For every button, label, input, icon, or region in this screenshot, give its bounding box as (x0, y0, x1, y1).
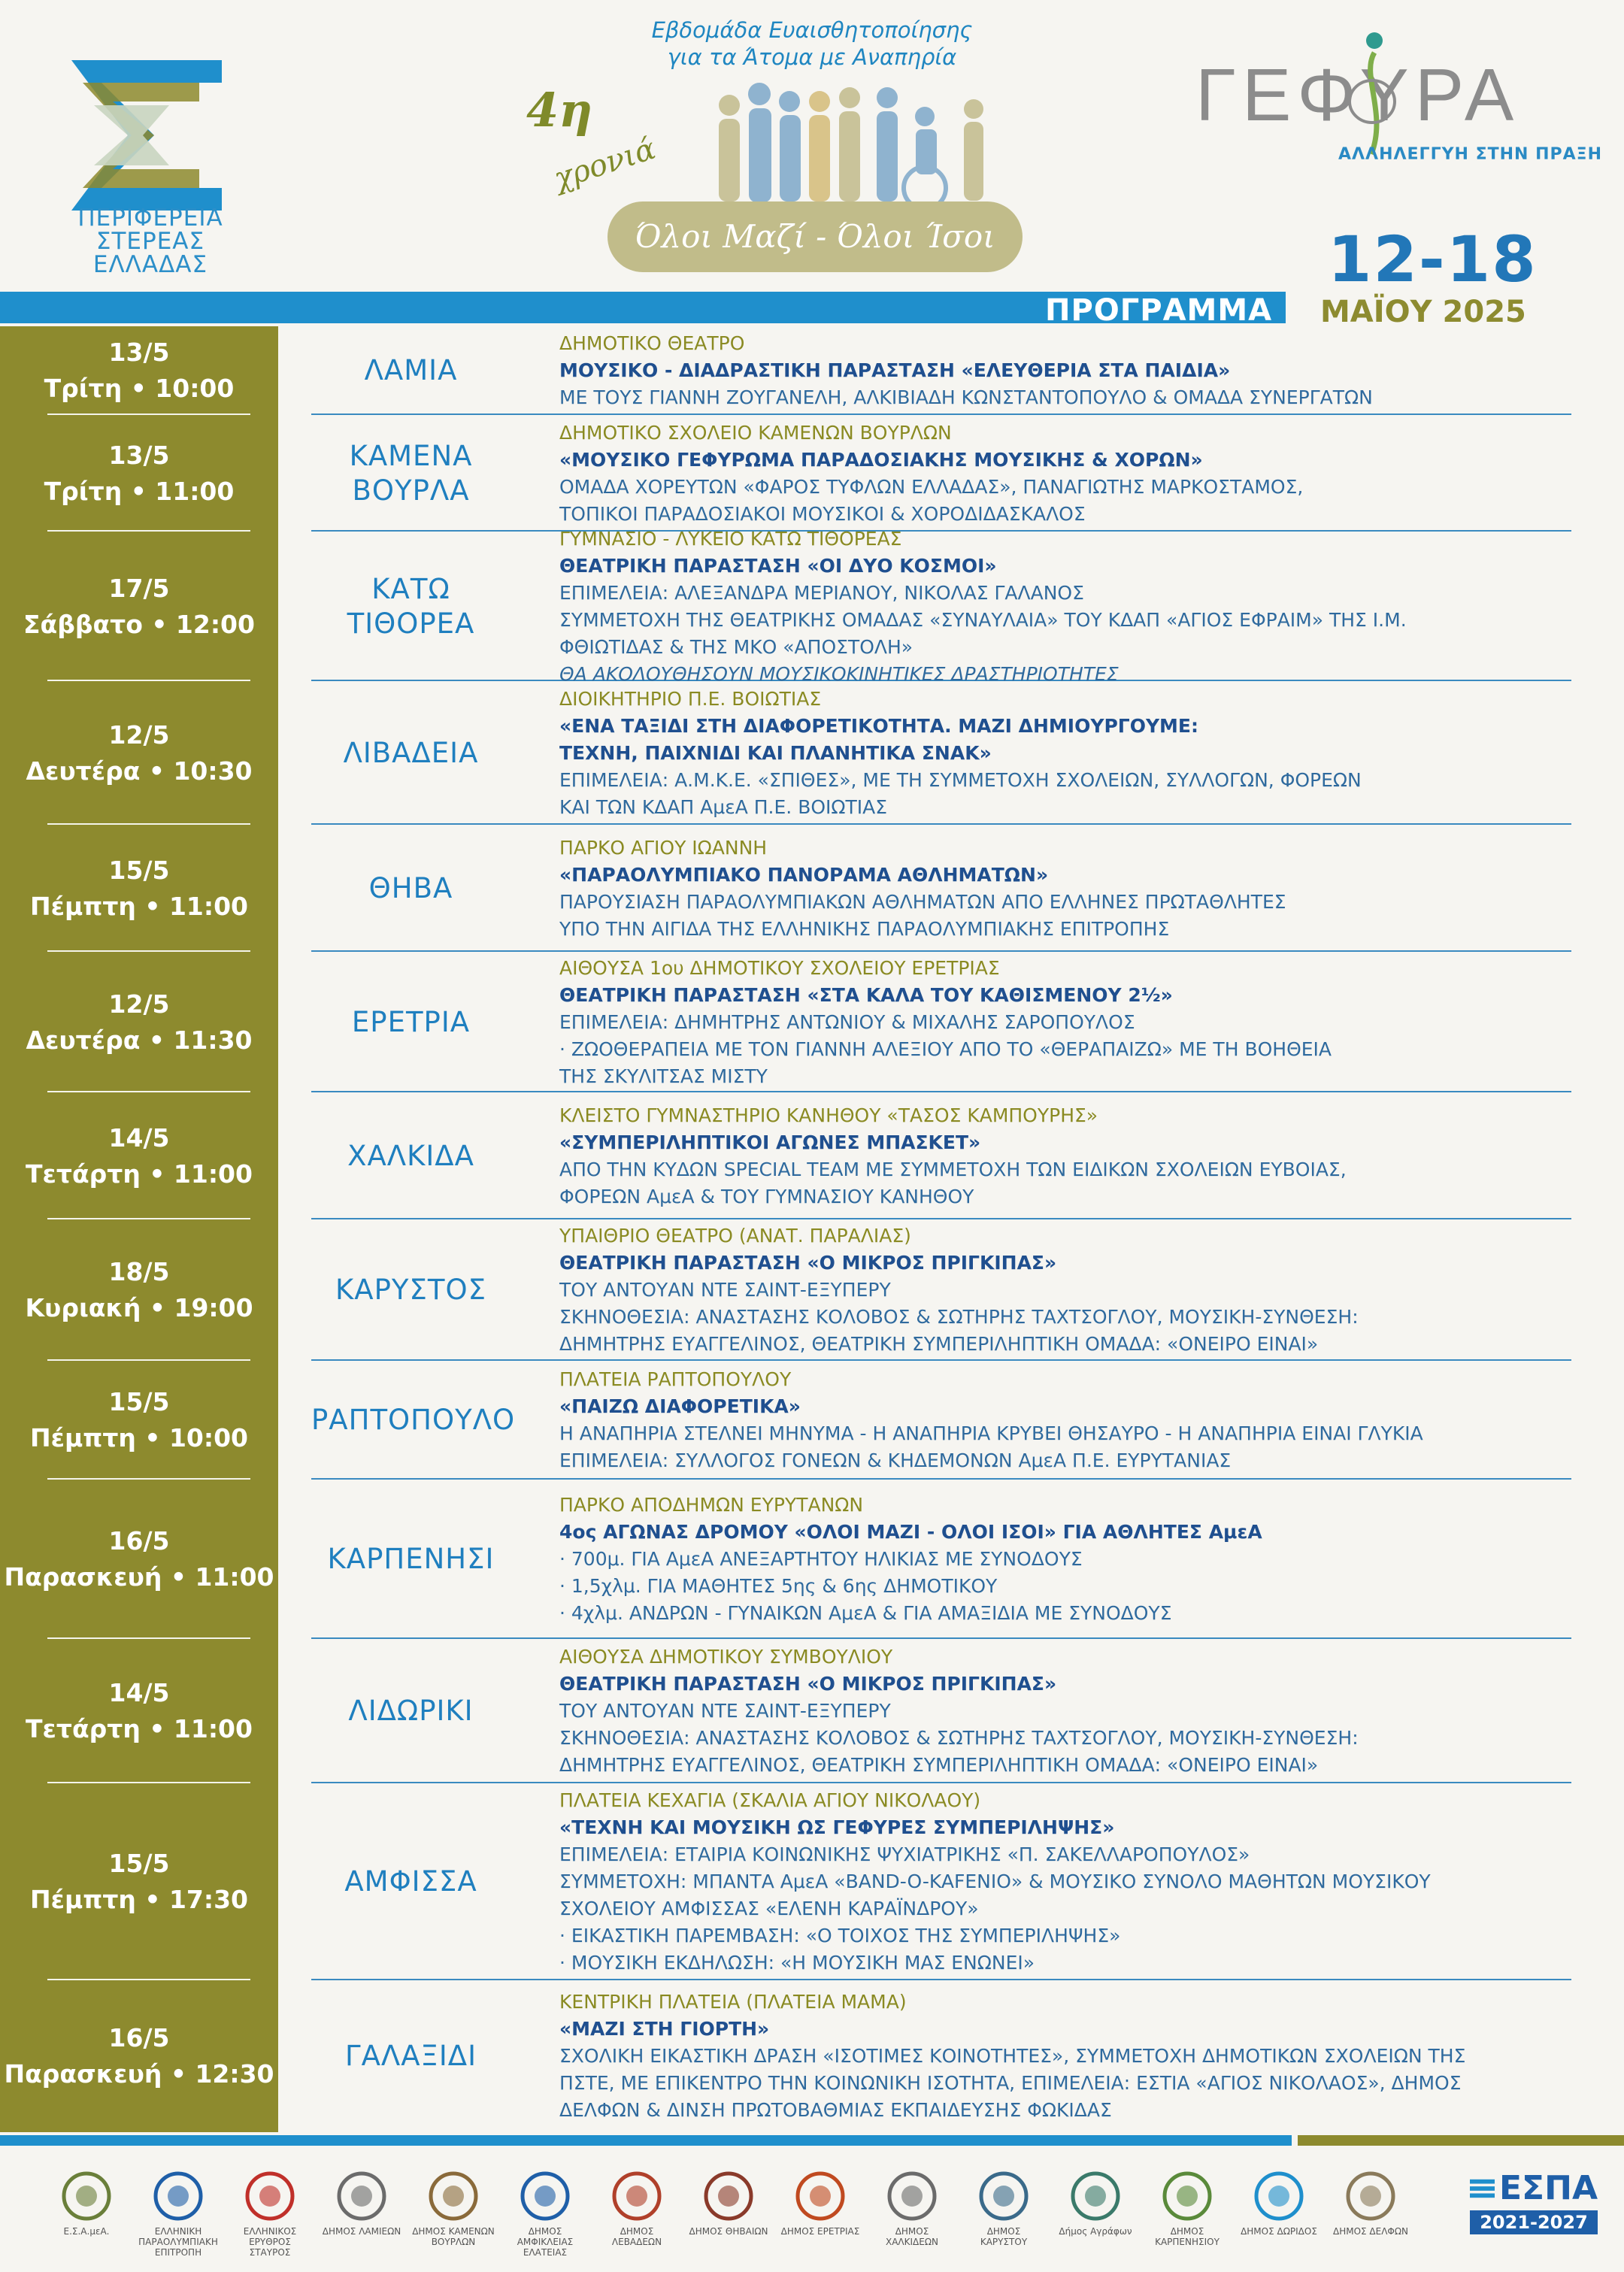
sponsor-name: ΔΗΜΟΣ ΘΗΒΑΙΩΝ (689, 2226, 768, 2237)
event-city-line: ΒΟΥΡΛΑ (352, 474, 470, 507)
event-title-line-2: για τα Άτομα με Αναπηρία (667, 44, 957, 70)
date-sidebar (0, 326, 278, 2132)
date-separator (47, 950, 250, 952)
sponsor-logo (1054, 2169, 1137, 2237)
event-date-weekday-time: Παρασκευή • 12:30 (4, 2059, 274, 2089)
event-city (311, 1694, 511, 1728)
event-date-day: 16/5 (108, 1526, 170, 1556)
sponsor-emblem-icon (151, 2169, 205, 2223)
event-detail-line: · ΜΟΥΣΙΚΗ ΕΚΔΗΛΩΣΗ: «Η ΜΟΥΣΙΚΗ ΜΑΣ ΕΝΩΝΕΙ» (559, 1952, 1035, 1974)
event-detail-line: Η ΑΝΑΠΗΡΙΑ ΣΤΕΛΝΕΙ ΜΗΝΥΜΑ - Η ΑΝΑΠΗΡΙΑ ΚΡΥΒΕΙ ΘΗΣΑΥΡΟ - Η ΑΝΑΠΗΡΙΑ ΕΙΝΑΙ ΓΛΥΚΙΑ (559, 1422, 1423, 1444)
sponsor-emblem-icon (1068, 2169, 1123, 2223)
row-separator (311, 950, 1571, 952)
event-detail-line: ΑΠΟ ΤΗΝ ΚΥΔΩΝ SPECIAL TEAM ΜΕ ΣΥΜΜΕΤΟΧΗ ΤΩΝ ΕΙΔΙΚΩΝ ΣΧΟΛΕΙΩΝ ΕΥΒΟΙΑΣ, (559, 1158, 1347, 1180)
sponsor-emblem-icon (885, 2169, 939, 2223)
sponsor-name: ΔΗΜΟΣ ΑΜΦΙΚΛΕΙΑΣ ΕΛΑΤΕΙΑΣ (517, 2226, 574, 2258)
event-date-day: 15/5 (108, 855, 170, 885)
event-detail-line: ΟΜΑΔΑ ΧΟΡΕΥΤΩΝ «ΦΑΡΟΣ ΤΥΦΛΩΝ ΕΛΛΑΔΑΣ», ΠΑΝΑΓΙΩΤΗΣ ΜΑΡΚΟΣΤΑΜΟΣ, (559, 475, 1304, 498)
sponsor-logo (412, 2169, 495, 2247)
event-city-line: ΚΑΡΥΣΤΟΣ (335, 1274, 486, 1306)
event-detail-line: ΕΠΙΜΕΛΕΙΑ: ΣΥΛΛΟΓΟΣ ΓΟΝΕΩΝ & ΚΗΔΕΜΟΝΩΝ ΑμεΑ Π.Ε. ΕΥΡΥΤΑΝΙΑΣ (559, 1450, 1232, 1471)
event-detail-line: ΦΟΡΕΩΝ ΑμεΑ & ΤΟΥ ΓΥΜΝΑΣΙΟΥ ΚΑΝΗΘΟΥ (559, 1185, 974, 1207)
espa-text: ΕΣΠΑ (1499, 2169, 1598, 2207)
sponsor-emblem-icon (426, 2169, 480, 2223)
row-separator (311, 1359, 1571, 1361)
event-date-weekday-time: Τετάρτη • 11:00 (26, 1714, 253, 1743)
date-separator (47, 1979, 250, 1980)
event-date-day: 15/5 (108, 1849, 170, 1878)
event-city-line: ΧΑΛΚΙΔΑ (347, 1139, 474, 1172)
program-label: ΠΡΟΓΡΑΜΜΑ (1045, 293, 1273, 328)
event-details (559, 955, 1574, 1090)
event-title: 4ος ΑΓΩΝΑΣ ΔΡΟΜΟΥ «ΟΛΟΙ ΜΑΖΙ - ΟΛΟΙ ΙΣΟΙ» ΓΙΑ ΑΘΛΗΤΕΣ ΑμεΑ (559, 1521, 1262, 1543)
event-details (559, 1989, 1574, 2124)
event-detail-line: ΠΑΡΟΥΣΙΑΣΗ ΠΑΡΑΟΛΥΜΠΙΑΚΩΝ ΑΘΛΗΜΑΤΩΝ ΑΠΟ ΕΛΛΗΝΕΣ ΠΡΩΤΑΘΛΗΤΕΣ (559, 890, 1286, 913)
event-details (559, 1492, 1574, 1627)
event-detail-line: ΠΣΤΕ, ΜΕ ΕΠΙΚΕΝΤΡΟ ΤΗΝ ΚΟΙΝΩΝΙΚΗ ΙΣΟΤΗΤΑ, ΕΠΙΜΕΛΕΙΑ: ΕΣΤΙΑ «ΑΓΙΟΣ ΝΙΚΟΛΑΟΣ», ΔΗΜΟΣ (559, 2072, 1462, 2094)
event-city-line: ΚΑΤΩ (371, 572, 450, 605)
event-title: ΜΟΥΣΙΚΟ - ΔΙΑΔΡΑΣΤΙΚΗ ΠΑΡΑΣΤΑΣΗ «ΕΛΕΥΘΕΡΙΑ ΣΤΑ ΠΑΙΔΙΑ» (559, 359, 1231, 381)
event-date-day: 14/5 (108, 1122, 170, 1153)
event-city (311, 1865, 511, 1899)
date-separator (47, 1218, 250, 1219)
event-city-line: ΘΗΒΑ (368, 871, 453, 904)
event-details (559, 835, 1574, 943)
partner-logo-icon (1346, 30, 1398, 158)
date-separator (47, 1637, 250, 1639)
sponsor-logo (1329, 2169, 1412, 2237)
sponsor-name: ΔΗΜΟΣ ΕΡΕΤΡΙΑΣ (780, 2226, 860, 2237)
sponsor-emblem-icon (1160, 2169, 1214, 2223)
event-venue: ΥΠΑΙΘΡΙΟ ΘΕΑΤΡΟ (ΑΝΑΤ. ΠΑΡΑΛΙΑΣ) (559, 1225, 911, 1247)
event-detail-line: ΣΥΜΜΕΤΟΧΗ: ΜΠΑΝΤΑ ΑμεΑ «BAND-O-KAFENIO» & ΜΟΥΣΙΚΟ ΣΥΝΟΛΟ ΜΑΘΗΤΩΝ ΜΟΥΣΙΚΟΥ (559, 1871, 1431, 1892)
event-date-day: 14/5 (108, 1678, 170, 1707)
sponsor-name: ΔΗΜΟΣ ΔΩΡΙΔΟΣ (1241, 2226, 1317, 2237)
sponsor-logo (779, 2169, 862, 2237)
event-details (559, 1643, 1574, 1779)
date-separator (47, 1359, 250, 1361)
row-separator (311, 1218, 1571, 1219)
region-line-3: ΕΛΛΑΔΑΣ (92, 251, 208, 278)
event-date-weekday-time: Πέμπτη • 11:00 (29, 891, 249, 921)
sponsor-name: Δήμος Αγράφων (1059, 2226, 1132, 2237)
event-venue: ΔΗΜΟΤΙΚΟ ΘΕΑΤΡΟ (559, 332, 745, 354)
edition-badge (526, 83, 660, 197)
event-city (311, 572, 511, 641)
event-date-day: 12/5 (108, 989, 170, 1019)
sponsor-name: ΔΗΜΟΣ ΛΕΒΑΔΕΩΝ (611, 2226, 662, 2247)
event-detail-line: · ΖΩΟΘΕΡΑΠΕΙΑ ΜΕ ΤΟΝ ΓΙΑΝΝΗ ΑΛΕΞΙΟΥ ΑΠΟ ΤΟ «ΘΕΡΑΠΑΙΖΩ» ΜΕ ΤΗ ΒΟΗΘΕΙΑ (559, 1038, 1332, 1060)
event-detail-line: ΕΠΙΜΕΛΕΙΑ: Α.Μ.Κ.Ε. «ΣΠΙΘΕΣ», ΜΕ ΤΗ ΣΥΜΜΕΤΟΧΗ ΣΧΟΛΕΙΩΝ, ΣΥΛΛΟΓΩΝ, ΦΟΡΕΩΝ (559, 768, 1362, 791)
region-name (68, 204, 233, 278)
event-details (559, 420, 1574, 528)
event-title: ΘΕΑΤΡΙΚΗ ΠΑΡΑΣΤΑΣΗ «ΟΙ ΔΥΟ ΚΟΣΜΟΙ» (559, 554, 997, 577)
event-date-day: 13/5 (108, 440, 170, 470)
row-separator (311, 414, 1571, 415)
sponsor-emblem-icon (243, 2169, 297, 2223)
event-date-weekday-time: Δευτέρα • 11:30 (26, 1025, 253, 1055)
event-detail-line: ΣΥΜΜΕΤΟΧΗ ΤΗΣ ΘΕΑΤΡΙΚΗΣ ΟΜΑΔΑΣ «ΣΥΝΑΥΛΑΙΑ» ΤΟΥ ΚΔΑΠ «ΑΓΙΟΣ ΕΦΡΑΙΜ» ΤΗΣ Ι.Μ. (559, 608, 1407, 631)
sponsor-logo (1146, 2169, 1229, 2247)
event-date-weekday-time: Παρασκευή • 11:00 (4, 1562, 274, 1592)
event-details (559, 1222, 1574, 1358)
sponsor-emblem-icon (59, 2169, 114, 2223)
edition-label: χρονιά (550, 131, 660, 197)
event-date-day: 17/5 (108, 573, 170, 603)
event-venue: ΑΙΘΟΥΣΑ 1ου ΔΗΜΟΤΙΚΟΥ ΣΧΟΛΕΙΟΥ ΕΡΕΤΡΙΑΣ (559, 956, 1000, 979)
event-venue: ΔΙΟΙΚΗΤΗΡΙΟ Π.Ε. ΒΟΙΩΤΙΑΣ (559, 687, 822, 710)
sponsor-name: ΕΛΛΗΝΙΚΟΣ ΕΡΥΘΡΟΣ ΣΤΑΥΡΟΣ (243, 2226, 297, 2258)
event-detail-line: ΤΟΥ ΑΝΤΟΥΑΝ ΝΤΕ ΣΑΙΝΤ-ΕΞΥΠΕΡΥ (559, 1700, 891, 1722)
event-detail-line: · ΕΙΚΑΣΤΙΚΗ ΠΑΡΕΜΒΑΣΗ: «Ο ΤΟΙΧΟΣ ΤΗΣ ΣΥΜΠΕΡΙΛΗΨΗΣ» (559, 1925, 1121, 1946)
espa-logo (1470, 2169, 1598, 2252)
event-title: ΘΕΑΤΡΙΚΗ ΠΑΡΑΣΤΑΣΗ «ΣΤΑ ΚΑΛΑ ΤΟΥ ΚΑΘΙΣΜΕΝΟΥ 2½» (559, 983, 1173, 1006)
row-separator (311, 823, 1571, 825)
sponsor-emblem-icon (610, 2169, 664, 2223)
event-venue: ΠΛΑΤΕΙΑ ΡΑΠΤΟΠΟΥΛΟΥ (559, 1368, 792, 1390)
event-date (0, 1254, 278, 1326)
event-date-day: 15/5 (108, 1387, 170, 1416)
event-city-line: ΤΙΘΟΡΕΑ (347, 607, 475, 640)
event-date-weekday-time: Τρίτη • 10:00 (44, 374, 235, 403)
region-line-1: ΠΕΡΙΦΕΡΕΙΑ (77, 204, 223, 232)
event-city (311, 736, 511, 771)
sponsor-emblem-icon (701, 2169, 756, 2223)
sponsor-logo (504, 2169, 586, 2258)
event-city-line: ΛΑΜΙΑ (364, 354, 458, 386)
event-date-day: 16/5 (108, 2023, 170, 2052)
event-title: «ΜΑΖΙ ΣΤΗ ΓΙΟΡΤΗ» (559, 2018, 770, 2040)
event-date (0, 853, 278, 925)
event-title: «ΠΑΡΑΟΛΥΜΠΙΑΚΟ ΠΑΝΟΡΑΜΑ ΑΘΛΗΜΑΤΩΝ» (559, 863, 1049, 886)
event-date (0, 335, 278, 407)
event-date-day: 13/5 (108, 338, 170, 367)
event-title: «ΕΝΑ ΤΑΞΙΔΙ ΣΤΗ ΔΙΑΦΟΡΕΤΙΚΟΤΗΤΑ. ΜΑΖΙ ΔΗΜΙΟΥΡΓΟΥΜΕ: (559, 714, 1198, 737)
row-separator (311, 1782, 1571, 1783)
event-detail-line: ΤΟΥ ΑΝΤΟΥΑΝ ΝΤΕ ΣΑΙΝΤ-ΕΞΥΠΕΡΥ (559, 1279, 891, 1301)
date-separator (47, 823, 250, 825)
event-detail-line: ΔΕΛΦΩΝ & ΔΙΝΣΗ ΠΡΩΤΟΒΑΘΜΙΑΣ ΕΚΠΑΙΔΕΥΣΗΣ ΦΩΚΙΔΑΣ (559, 2099, 1112, 2121)
event-detail-line: ΕΠΙΜΕΛΕΙΑ: ΔΗΜΗΤΡΗΣ ΑΝΤΩΝΙΟΥ & ΜΙΧΑΛΗΣ ΣΑΡΟΠΟΥΛΟΣ (559, 1010, 1135, 1033)
event-venue: ΔΗΜΟΤΙΚΟ ΣΧΟΛΕΙΟ ΚΑΜΕΝΩΝ ΒΟΥΡΛΩΝ (559, 421, 952, 444)
event-detail-line: · 1,5χλμ. ΓΙΑ ΜΑΘΗΤΕΣ 5ης & 6ης ΔΗΜΟΤΙΚΟΥ (559, 1575, 998, 1597)
event-title-line-1: Εβδομάδα Ευαισθητοποίησης (651, 17, 973, 43)
sponsor-emblem-icon (1344, 2169, 1398, 2223)
event-venue: ΠΑΡΚΟ ΑΓΙΟΥ ΙΩΑΝΝΗ (559, 836, 768, 859)
event-detail-line: ΜΕ ΤΟΥΣ ΓΙΑΝΝΗ ΖΟΥΓΑΝΕΛΗ, ΑΛΚΙΒΙΑΔΗ ΚΩΝΣΤΑΝΤΟΠΟΥΛΟ & ΟΜΑΔΑ ΣΥΝΕΡΓΑΤΩΝ (559, 386, 1373, 408)
sponsor-emblem-icon (518, 2169, 572, 2223)
event-date-weekday-time: Σάββατο • 12:00 (23, 609, 255, 639)
event-detail-line: ΤΟΠΙΚΟΙ ΠΑΡΑΔΟΣΙΑΚΟΙ ΜΟΥΣΙΚΟΙ & ΧΟΡΟΔΙΔΑΣΚΑΛΟΣ (559, 502, 1086, 525)
sponsor-logo (962, 2169, 1045, 2247)
sponsor-name: ΕΛΛΗΝΙΚΗ ΠΑΡΑΟΛΥΜΠΙΑΚΗ ΕΠΙΤΡΟΠΗ (138, 2226, 218, 2258)
sponsor-name: ΔΗΜΟΣ ΔΕΛΦΩΝ (1332, 2226, 1409, 2237)
event-city (311, 439, 511, 508)
date-separator (47, 680, 250, 681)
event-detail-line: ΕΠΙΜΕΛΕΙΑ: ΑΛΕΞΑΝΔΡΑ ΜΕΡΙΑΝΟΥ, ΝΙΚΟΛΑΣ ΓΑΛΑΝΟΣ (559, 581, 1084, 604)
event-details (559, 526, 1574, 688)
event-title (617, 17, 1007, 71)
date-separator (47, 1091, 250, 1092)
partner-tagline: ΑΛΛΗΛΕΓΓΥΗ ΣΤΗΝ ΠΡΑΞΗ (1338, 145, 1602, 164)
event-city-line: ΑΜΦΙΣΣΑ (344, 1865, 477, 1898)
people-illustration-icon (699, 75, 1015, 218)
event-venue: ΠΑΡΚΟ ΑΠΟΔΗΜΩΝ ΕΥΡΥΤΑΝΩΝ (559, 1494, 864, 1516)
espa-stripes-icon (1470, 2171, 1495, 2206)
event-detail-line: · 4χλμ. ΑΝΔΡΩΝ - ΓΥΝΑΙΚΩΝ ΑμεΑ & ΓΙΑ ΑΜΑΞΙΔΙΑ ΜΕ ΣΥΝΟΔΟΥΣ (559, 1602, 1172, 1624)
event-city-line: ΛΙΒΑΔΕΙΑ (343, 736, 479, 769)
slogan-pill: Όλοι Μαζί - Όλοι Ίσοι (607, 201, 1023, 272)
event-date (0, 1846, 278, 1918)
event-details (559, 686, 1574, 821)
event-detail-line: ΣΚΗΝΟΘΕΣΙΑ: ΑΝΑΣΤΑΣΗΣ ΚΟΛΟΒΟΣ & ΣΩΤΗΡΗΣ ΤΑΧΤΣΟΓΛΟΥ, ΜΟΥΣΙΚΗ-ΣΥΝΘΕΣΗ: (559, 1306, 1359, 1328)
event-city (311, 1273, 511, 1307)
event-title: «ΤΕΧΝΗ ΚΑΙ ΜΟΥΣΙΚΗ ΩΣ ΓΕΦΥΡΕΣ ΣΥΜΠΕΡΙΛΗΨΗΣ» (559, 1816, 1115, 1838)
event-date (0, 571, 278, 643)
sponsor-logo (871, 2169, 953, 2247)
row-separator (311, 1979, 1571, 1980)
event-city (311, 1005, 511, 1040)
month-year: ΜΑΪΟΥ 2025 (1320, 295, 1526, 329)
event-city (311, 1403, 516, 1437)
event-detail-line: ΣΧΟΛΙΚΗ ΕΙΚΑΣΤΙΚΗ ΔΡΑΣΗ «ΙΣΟΤΙΜΕΣ ΚΟΙΝΟΤΗΤΕΣ», ΣΥΜΜΕΤΟΧΗ ΔΗΜΟΤΙΚΩΝ ΣΧΟΛΕΙΩΝ ΤΗΣ (559, 2045, 1466, 2067)
event-title: ΘΕΑΤΡΙΚΗ ΠΑΡΑΣΤΑΣΗ «Ο ΜΙΚΡΟΣ ΠΡΙΓΚΙΠΑΣ» (559, 1252, 1057, 1274)
event-venue: ΠΛΑΤΕΙΑ ΚΕΧΑΓΙΑ (ΣΚΑΛΙΑ ΑΓΙΟΥ ΝΙΚΟΛΑΟΥ) (559, 1789, 981, 1811)
date-separator (47, 414, 250, 415)
event-venue: ΑΙΘΟΥΣΑ ΔΗΜΟΤΙΚΟΥ ΣΥΜΒΟΥΛΙΟΥ (559, 1646, 893, 1668)
event-date (0, 2020, 278, 2092)
date-separator (47, 1478, 250, 1480)
sponsor-logo (687, 2169, 770, 2237)
event-title: «ΠΑΙΖΩ ΔΙΑΦΟΡΕΤΙΚΑ» (559, 1395, 801, 1417)
footer-olive-bar (1298, 2135, 1624, 2146)
event-title: ΘΕΑΤΡΙΚΗ ΠΑΡΑΣΤΑΣΗ «Ο ΜΙΚΡΟΣ ΠΡΙΓΚΙΠΑΣ» (559, 1673, 1057, 1695)
event-city (311, 871, 511, 906)
sponsor-logo (137, 2169, 220, 2258)
row-separator (311, 1478, 1571, 1480)
event-title: ΤΕΧΝΗ, ΠΑΙΧΝΙΔΙ ΚΑΙ ΠΛΑΝΗΤΙΚΑ ΣΝΑΚ» (559, 741, 992, 764)
sponsor-name: ΔΗΜΟΣ ΛΑΜΙΕΩΝ (322, 2226, 401, 2237)
sponsor-name: ΔΗΜΟΣ ΧΑΛΚΙΔΕΩΝ (886, 2226, 938, 2247)
event-city-line: ΚΑΜΕΝΑ (349, 439, 473, 472)
sponsor-logo (1238, 2169, 1320, 2237)
event-date (0, 1120, 278, 1192)
event-detail-line: ΣΚΗΝΟΘΕΣΙΑ: ΑΝΑΣΤΑΣΗΣ ΚΟΛΟΒΟΣ & ΣΩΤΗΡΗΣ ΤΑΧΤΣΟΓΛΟΥ, ΜΟΥΣΙΚΗ-ΣΥΝΘΕΣΗ: (559, 1727, 1359, 1749)
edition-number: 4η (526, 83, 593, 138)
sponsor-logo (320, 2169, 403, 2237)
event-detail-line: ΣΧΟΛΕΙΟΥ ΑΜΦΙΣΣΑΣ «ΕΛΕΝΗ ΚΑΡΑΪΝΔΡΟΥ» (559, 1898, 979, 1919)
sponsor-name: ΔΗΜΟΣ ΚΑΡΠΕΝΗΣΙΟΥ (1155, 2226, 1220, 2247)
event-date-weekday-time: Κυριακή • 19:00 (25, 1293, 253, 1322)
event-title: «ΣΥΜΠΕΡΙΛΗΠΤΙΚΟΙ ΑΓΩΝΕΣ ΜΠΑΣΚΕΤ» (559, 1131, 981, 1153)
event-detail-line: ΥΠΟ ΤΗΝ ΑΙΓΙΔΑ ΤΗΣ ΕΛΛΗΝΙΚΗΣ ΠΑΡΑΟΛΥΜΠΙΑΚΗΣ ΕΠΙΤΡΟΠΗΣ (559, 917, 1170, 940)
event-details (559, 330, 1574, 411)
partner-logo-text: ΓΕΦΥΡΑ (1195, 53, 1520, 136)
row-separator (311, 1637, 1571, 1639)
event-city (311, 1542, 511, 1577)
date-range: 12-18 (1328, 223, 1538, 296)
event-date (0, 1675, 278, 1747)
event-title: «ΜΟΥΣΙΚΟ ΓΕΦΥΡΩΜΑ ΠΑΡΑΔΟΣΙΑΚΗΣ ΜΟΥΣΙΚΗΣ & ΧΟΡΩΝ» (559, 448, 1203, 471)
event-details (559, 1102, 1574, 1210)
sponsor-emblem-icon (977, 2169, 1031, 2223)
event-city-line: ΚΑΡΠΕΝΗΣΙ (327, 1543, 495, 1575)
sponsor-name: Ε.Σ.Α.μεΑ. (63, 2226, 110, 2237)
event-date-weekday-time: Τετάρτη • 11:00 (26, 1159, 253, 1189)
event-note: ΘΑ ΑΚΟΛΟΥΘΗΣΟΥΝ ΜΟΥΣΙΚΟΚΙΝΗΤΙΚΕΣ ΔΡΑΣΤΗΡΙΟΤΗΤΕΣ (559, 662, 1119, 685)
event-city-line: ΓΑΛΑΞΙΔΙ (344, 2040, 477, 2072)
event-date (0, 717, 278, 789)
event-date-weekday-time: Δευτέρα • 10:30 (26, 756, 253, 786)
event-details (559, 1366, 1574, 1474)
event-detail-line: ΤΗΣ ΣΚΥΛΙΤΣΑΣ ΜΙΣΤΥ (559, 1065, 768, 1087)
sponsor-emblem-icon (793, 2169, 847, 2223)
event-detail-line: ΕΠΙΜΕΛΕΙΑ: ΕΤΑΙΡΙΑ ΚΟΙΝΩΝΙΚΗΣ ΨΥΧΙΑΤΡΙΚΗΣ «Π. ΣΑΚΕΛΛΑΡΟΠΟΥΛΟΣ» (559, 1843, 1250, 1865)
sponsor-logo (45, 2169, 128, 2237)
sponsor-logo (229, 2169, 311, 2258)
sponsor-logo (595, 2169, 678, 2247)
region-sigma-logo (71, 60, 222, 211)
event-venue: ΚΕΝΤΡΙΚΗ ΠΛΑΤΕΙΑ (ΠΛΑΤΕΙΑ ΜΑΜΑ) (559, 1991, 907, 2013)
event-city (311, 2039, 511, 2074)
event-date (0, 1523, 278, 1595)
sponsor-emblem-icon (1252, 2169, 1306, 2223)
event-city-line: ΛΙΔΩΡΙΚΙ (348, 1695, 474, 1727)
event-detail-line: ΦΘΙΩΤΙΔΑΣ & ΤΗΣ ΜΚΟ «ΑΠΟΣΤΟΛΗ» (559, 635, 914, 658)
footer-blue-bar (0, 2135, 1292, 2146)
event-venue: ΓΥΜΝΑΣΙΟ - ΛΥΚΕΙΟ ΚΑΤΩ ΤΙΘΟΡΕΑΣ (559, 527, 902, 550)
event-date (0, 1384, 278, 1456)
sponsor-name: ΔΗΜΟΣ ΚΑΡΥΣΤΟΥ (980, 2226, 1028, 2247)
event-date-weekday-time: Τρίτη • 11:00 (44, 476, 235, 506)
sponsor-emblem-icon (335, 2169, 389, 2223)
event-city (311, 1139, 511, 1174)
event-detail-line: ΚΑΙ ΤΩΝ ΚΔΑΠ ΑμεΑ Π.Ε. ΒΟΙΩΤΙΑΣ (559, 795, 888, 818)
event-detail-line: ΔΗΜΗΤΡΗΣ ΕΥΑΓΓΕΛΙΝΟΣ, ΘΕΑΤΡΙΚΗ ΣΥΜΠΕΡΙΛΗΠΤΙΚΗ ΟΜΑΔΑ: «ΟΝΕΙΡΟ ΕΙΝΑΙ» (559, 1333, 1319, 1355)
row-separator (311, 1091, 1571, 1092)
event-details (559, 1787, 1574, 1977)
region-line-2: ΣΤΕΡΕΑΣ (95, 228, 205, 255)
date-separator (47, 1782, 250, 1783)
event-date (0, 986, 278, 1059)
espa-period: 2021-2027 (1470, 2210, 1598, 2234)
event-detail-line: ΔΗΜΗΤΡΗΣ ΕΥΑΓΓΕΛΙΝΟΣ, ΘΕΑΤΡΙΚΗ ΣΥΜΠΕΡΙΛΗΠΤΙΚΗ ΟΜΑΔΑ: «ΟΝΕΙΡΟ ΕΙΝΑΙ» (559, 1754, 1319, 1776)
event-city-line: ΡΑΠΤΟΠΟΥΛΟ (311, 1404, 516, 1436)
event-detail-line: · 700μ. ΓΙΑ ΑμεΑ ΑΝΕΞΑΡΤΗΤΟΥ ΗΛΙΚΙΑΣ ΜΕ ΣΥΝΟΔΟΥΣ (559, 1548, 1083, 1570)
event-date (0, 438, 278, 510)
event-venue: ΚΛΕΙΣΤΟ ΓΥΜΝΑΣΤΗΡΙΟ ΚΑΝΗΘΟΥ «ΤΑΣΟΣ ΚΑΜΠΟΥΡΗΣ» (559, 1104, 1098, 1126)
sponsor-name: ΔΗΜΟΣ ΚΑΜΕΝΩΝ ΒΟΥΡΛΩΝ (412, 2226, 495, 2247)
event-city (311, 353, 511, 388)
event-city-line: ΕΡΕΤΡΙΑ (351, 1005, 471, 1038)
date-separator (47, 530, 250, 532)
event-date-day: 12/5 (108, 719, 170, 750)
event-date-day: 18/5 (108, 1257, 170, 1286)
event-date-weekday-time: Πέμπτη • 17:30 (29, 1885, 249, 1914)
event-date-weekday-time: Πέμπτη • 10:00 (29, 1423, 249, 1453)
